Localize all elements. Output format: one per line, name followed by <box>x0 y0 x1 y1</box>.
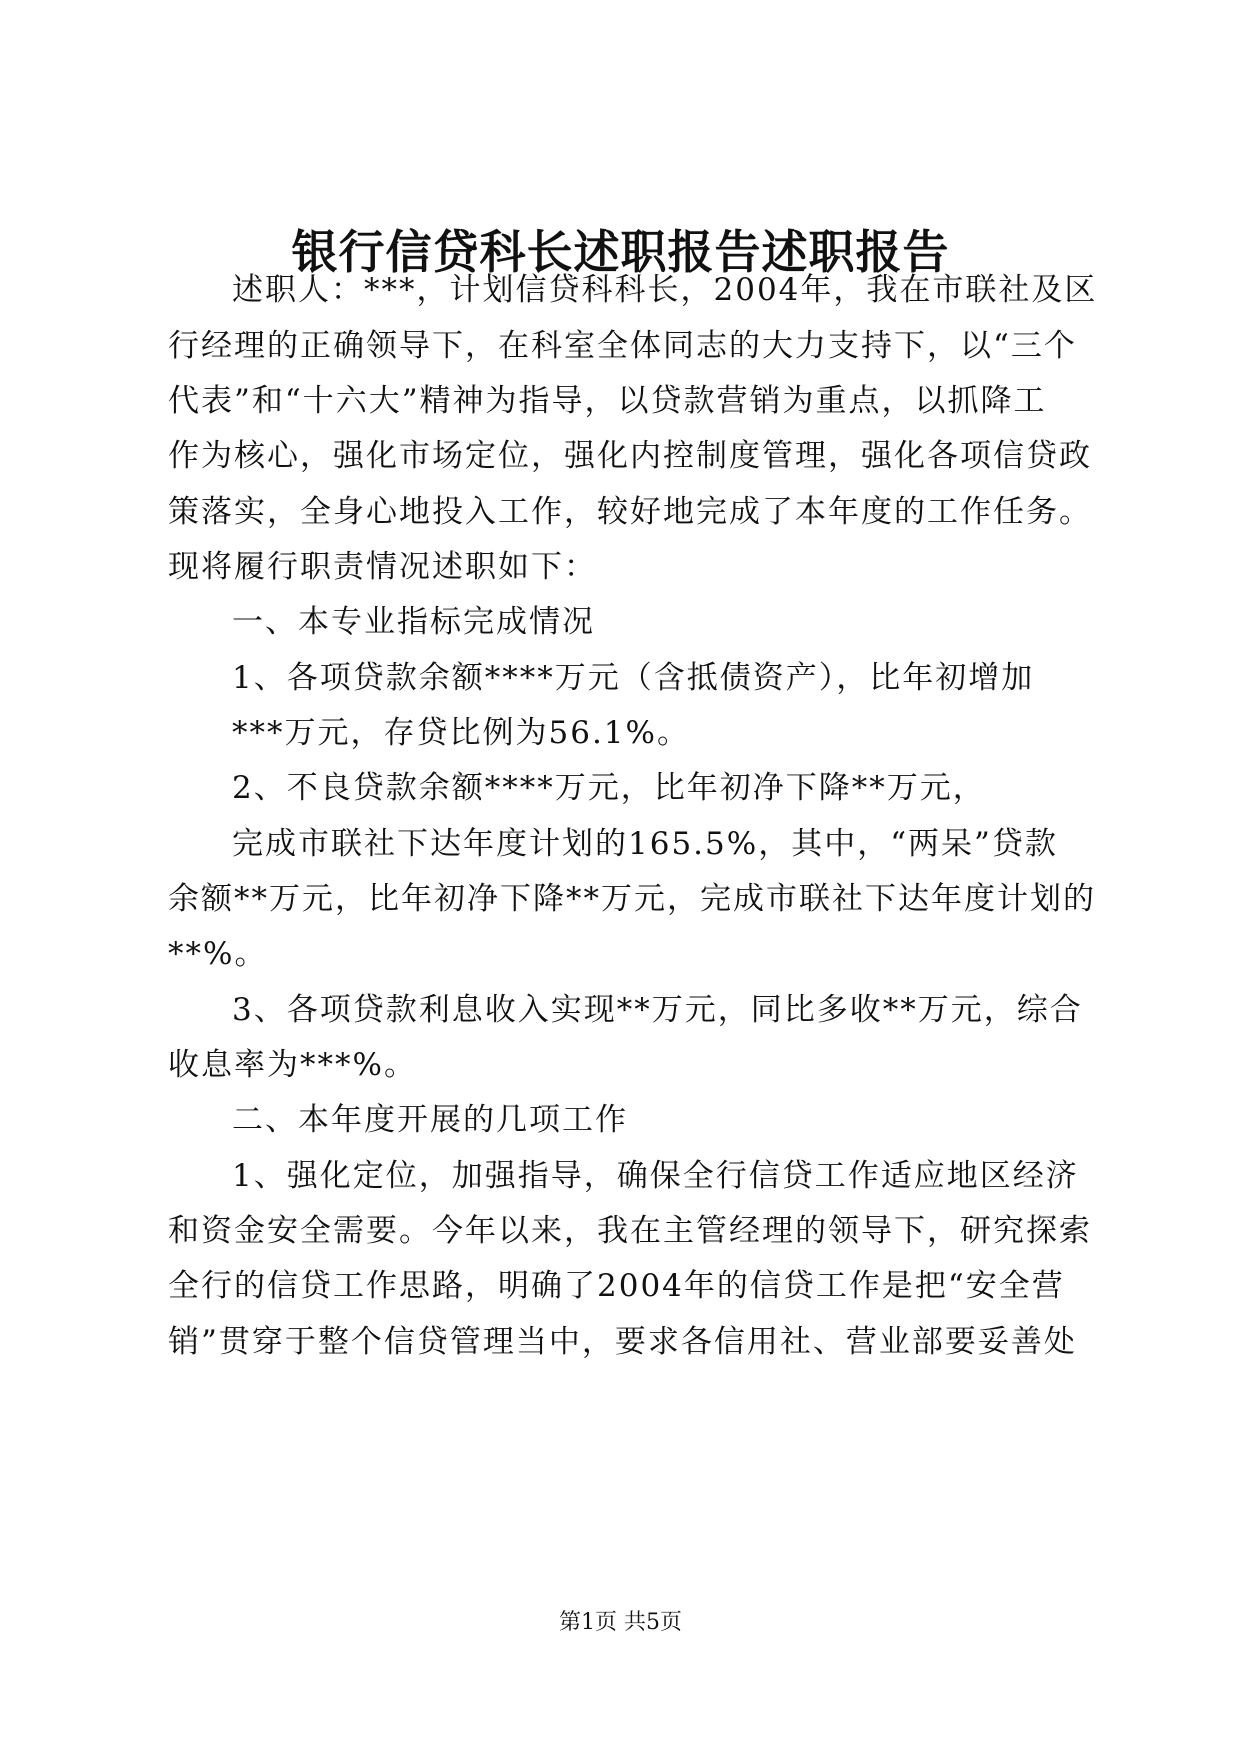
section-heading-2: 二、本年度开展的几项工作 <box>232 1102 628 1138</box>
body-line-19: 全行的信贷工作思路，明确了2004年的信贷工作是把“安全营 <box>168 1268 1065 1304</box>
body-line-9: ***万元，存贷比例为56.1%。 <box>232 715 690 751</box>
body-line-6: 现将履行职责情况述职如下： <box>168 549 597 585</box>
body-line-2: 行经理的正确领导下，在科室全体同志的大力支持下，以“三个 <box>168 328 1077 364</box>
page-footer: 第1页 共5页 <box>559 1610 682 1635</box>
document-title: 银行信贷科长述职报告述职报告 <box>291 225 950 279</box>
body-line-20: 销”贯穿于整个信贷管理当中，要求各信用社、营业部要妥善处 <box>168 1324 1077 1360</box>
body-line-1: 述职人：***，计划信贷科科长，2004年，我在市联社及区 <box>232 272 1098 308</box>
section-heading-1: 一、本专业指标完成情况 <box>232 604 595 640</box>
body-line-18: 和资金安全需要。今年以来，我在主管经理的领导下，研究探索 <box>168 1213 1092 1249</box>
body-line-17: 1、强化定位，加强指导，确保全行信贷工作适应地区经济 <box>232 1158 1079 1194</box>
body-line-10: 2、不良贷款余额****万元，比年初净下降**万元， <box>232 770 986 806</box>
body-line-15: 收息率为***%。 <box>168 1047 417 1083</box>
body-line-5: 策落实，全身心地投入工作，较好地完成了本年度的工作任务。 <box>168 494 1092 530</box>
body-line-3: 代表”和“十六大”精神为指导，以贷款营销为重点，以抓降工 <box>168 383 1047 419</box>
body-line-14: 3、各项贷款利息收入实现**万元，同比多收**万元，综合 <box>232 992 1083 1028</box>
body-line-13: **%。 <box>168 936 268 972</box>
body-line-11: 完成市联社下达年度计划的165.5%，其中，“两呆”贷款 <box>232 826 1058 862</box>
body-line-4: 作为核心，强化市场定位，强化内控制度管理，强化各项信贷政 <box>168 438 1092 474</box>
body-line-8: 1、各项贷款余额****万元（含抵债资产），比年初增加 <box>232 660 1035 696</box>
body-line-12: 余额**万元，比年初净下降**万元，完成市联社下达年度计划的 <box>168 881 1096 917</box>
